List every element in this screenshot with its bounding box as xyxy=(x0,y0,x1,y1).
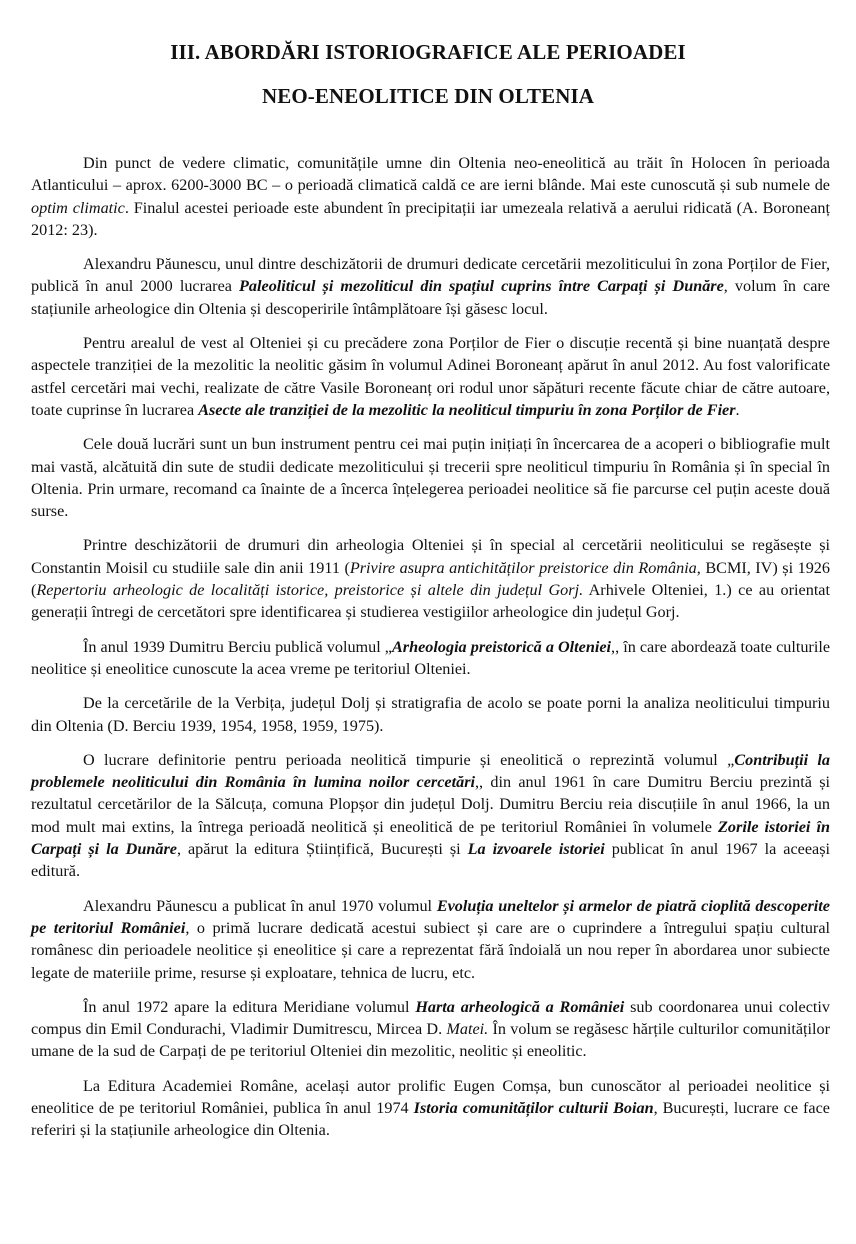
text-segment: ,, în care abordează toate culturile neolitice și eneolitice cunoscute la acea vreme pe teritoriul Olteniei. xyxy=(31,637,831,678)
text-segment: În volum se regăsesc hărțile culturilor comunităților umane de la sud de Carpați de pe teritoriul Olteniei din mezolitic, neolitic și eneolitic. xyxy=(31,1020,830,1061)
document-body xyxy=(31,152,830,1154)
text-segment: , volum în care stațiunile arheologice din Oltenia și descoperirile întâmplătoare își găsesc locul. xyxy=(31,277,830,318)
paragraph xyxy=(31,253,830,320)
text-segment: Din punct de vedere climatic, comunitățile umne din Oltenia neo-eneolitică au trăit în Holocen în perioada Atlanticului – aprox. 6200-3000 BC – o perioadă climatică caldă ce are ierni blânde. Mai este cunoscută și sub numele de xyxy=(31,154,830,195)
text-segment: publicat în anul 1967 la aceeași editură. xyxy=(31,840,831,881)
text-segment: Alexandru Păunescu a publicat în anul 1970 volumul xyxy=(83,896,437,915)
book-title: Zorile istoriei în Carpați și la Dunăre xyxy=(31,817,830,859)
chapter-title-line-1: III. ABORDĂRI ISTORIOGRAFICE ALE PERIOADEI xyxy=(170,40,686,64)
text-segment: Alexandru Păunescu, unul dintre deschizătorii de drumuri dedicate cercetării mezoliticului în zona Porților de Fier, publică în anul 2000 lucrarea xyxy=(31,255,830,296)
text-segment: Printre deschizătorii de drumuri din arheologia Olteniei și în special al cercetării neoliticului se regăsește și Constantin Moisil cu studiile sale din anii 1911 ( xyxy=(31,536,830,577)
text-segment: , BCMI, IV) și 1926 ( xyxy=(31,558,830,600)
book-title: Arheologia preistorică a Olteniei xyxy=(392,637,612,656)
paragraph xyxy=(31,692,830,737)
text-segment: O lucrare definitorie pentru perioada neolitică timpurie și eneolitică o reprezintă volumul „ xyxy=(83,750,735,769)
chapter-title-line-2: NEO-ENEOLITICE DIN OLTENIA xyxy=(261,84,595,108)
book-title: Evoluția uneltelor și armelor de piatră cioplită descoperite pe teritoriul României xyxy=(31,896,830,937)
italic-text: optim climatic xyxy=(31,198,125,217)
paragraph xyxy=(31,332,830,421)
book-title: Asecte ale tranziției de la mezolitic la neoliticul timpuriu în zona Porților de Fier xyxy=(198,400,736,419)
text-segment: , apărut la editura Științifică, București și xyxy=(176,840,468,859)
text-segment: sub coordonarea unui colectiv compus din Emil Condurachi, Vladimir Dumitrescu, Mircea D. xyxy=(31,997,830,1039)
book-title: La izvoarele istoriei xyxy=(467,840,605,859)
text-segment: , București, lucrare ce face referiri și la stațiunile arheologice din Oltenia. xyxy=(31,1098,830,1140)
book-title: Istoria comunităților culturii Boian xyxy=(413,1098,654,1117)
text-segment: . Finalul acestei perioade este abundent în precipitații iar umezeala relativă a aerului ridicată (A. Boroneanț 2012: 23). xyxy=(31,198,830,239)
italic-text: Repertoriu arheologic de localități istorice, preistorice și altele din județul Gorj. xyxy=(36,581,584,600)
paragraph xyxy=(31,152,830,241)
text-segment: . xyxy=(735,400,740,419)
text-segment: , o primă lucrare dedicată acestui subiect și care are o cuprindere a întregului spațiu cultural românesc din perioadele neolitice și eneolitice și care a reprezentat fără îndoială un nou reper în abordarea unor subiecte legate de materiile prime, resurse și exploatare, tehnica de lucru, etc. xyxy=(31,918,831,982)
text-segment: ,, din anul 1961 în care Dumitru Berciu prezintă și rezultatul cercetărilor de la Sălcuța, comuna Plopșor din județul Dolj. Dumitru Berciu reia discuțiile în anul 1966, la un mod mult mai extins, la întrega perioadă neolitică și eneolitică de pe teritoriul României în volumele xyxy=(31,773,830,836)
paragraph xyxy=(31,996,830,1063)
italic-text: Matei. xyxy=(446,1020,489,1039)
book-title: Paleoliticul și mezoliticul din spațiul cuprins între Carpați și Dunăre xyxy=(239,277,724,296)
text-segment: De la cercetările de la Verbița, județul Dolj și stratigrafia de acolo se poate porni la analiza neoliticului timpuriu din Oltenia (D. Berciu 1939, 1954, 1958, 1959, 1975). xyxy=(31,694,830,735)
paragraph xyxy=(31,1075,830,1142)
text-segment: Arhivele Olteniei, 1.) ce au orientat generații întregi de cercetători spre identificarea și studierea vestigiilor arheologice din județul Gorj. xyxy=(31,581,830,622)
text-segment: La Editura Academiei Române, același autor prolific Eugen Comșa, bun cunoscător al perioadei neolitice și eneolitice de pe teritoriul României, publica în anul 1974 xyxy=(31,1076,830,1117)
text-segment: Pentru arealul de vest al Olteniei și cu precădere zona Porților de Fier o discuție recentă și bine nuanțată despre aspectele tranziției de la mezolitic la neolitic găsim în volumul Adinei Boroneanț apărut în anul 2012. Au fost valorificate astfel cercetări mai vechi, realizate de către Vasile Boroneanț ori rodul unor săpături recente făcute chiar de către autoare, toate cuprinse în lucrarea xyxy=(31,334,830,419)
text-segment: În anul 1939 Dumitru Berciu publică volumul „ xyxy=(83,637,392,656)
text-segment: În anul 1972 apare la editura Meridiane volumul xyxy=(83,997,416,1016)
italic-text: Privire asupra antichităților preistorice din România xyxy=(349,558,697,577)
paragraph xyxy=(31,749,830,883)
book-title: Contribuții la problemele neoliticului din România în lumina noilor cercetări xyxy=(31,750,830,792)
paragraph xyxy=(31,534,830,623)
text-segment: Cele două lucrări sunt un bun instrument pentru cei mai puțin inițiați în încercarea de a acoperi o bibliografie mult mai vastă, alcătuită din sute de studii dedicate mezoliticului și trecerii spre neoliticul timpuriu în România și în special în Oltenia. Prin urmare, recomand ca înainte de a încerca înțelegerea perioadei neolitice să fie parcurse cel puțin aceste două surse. xyxy=(31,435,830,521)
book-title: Harta arheologică a României xyxy=(415,997,625,1016)
paragraph xyxy=(31,895,830,984)
paragraph xyxy=(31,433,830,522)
paragraph xyxy=(31,636,830,681)
